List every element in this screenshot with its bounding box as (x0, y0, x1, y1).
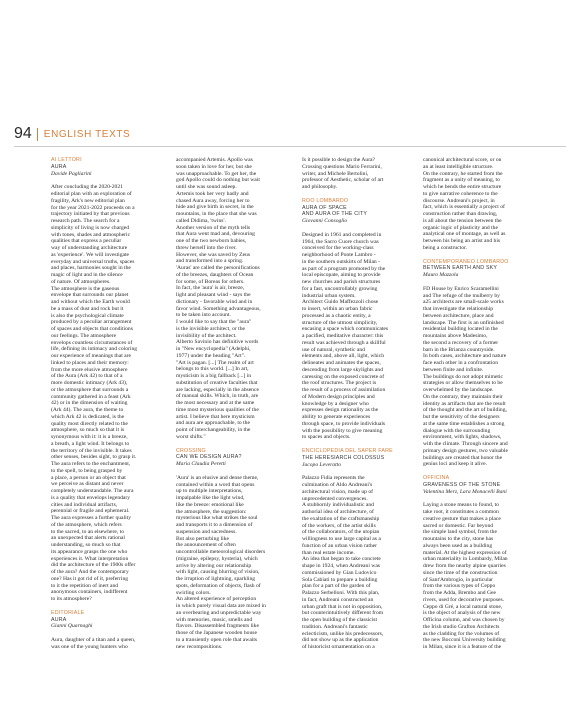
article-author: Jacopo Leveratto (302, 461, 341, 468)
page-header (14, 123, 130, 145)
article-contemporaneo (423, 259, 540, 469)
article-kicker: OFFICINA (423, 475, 450, 481)
article-kicker: AI LETTORI (51, 157, 82, 163)
article-enciclopedia (302, 448, 419, 651)
article-body: 'Aura' is an elusive and dense theme, contained within a word that opens up to multiple interpretations, impalpable like the light wind, like the breeze: emotional like the atmosphere, the suggestion: mysterious like what strikes the soul and transports it to a dimension of suspension and sacredness. But also perturbing like the announcement of often uncontrollable meteorological disorders (migraine, epilepsy, hysteria), which arrive by altering our relationship with light, causing blurring of vision, the irruption of lightning, sparkling spots, deformation of objects, flash of swirling colors. An altered experience of perception in which purely visual data are mixed in an overbearing and unpredictable way with memories, music, smells and flavors. Disassembled fragments like those of the Japanese wooden house to a transiently open role that awaits new recompositions. (176, 474, 266, 650)
article-body: Is it possible to design the Aura? Crossing questions Mario Ferrarini, writer, and Michele Bertolini, professor of Aesthetic, scholar of art and philosophy. (302, 157, 384, 190)
article-officina (423, 475, 540, 651)
article-kicker: CONTEMPORANEO LOMBARDO (423, 258, 509, 265)
article-kicker: CROSSING (176, 447, 206, 454)
text-column-4 (423, 157, 540, 651)
article-continued (302, 157, 419, 191)
header-rule (14, 146, 566, 147)
text-column-2 (176, 157, 293, 650)
article-body: canonical architectural score, or on an at least intelligible structure. On the contrary, he started from the fragment as a unity of meaning, to which he bends the entire structure to give narrative coherence to the discourse. Andreani's project, in fact, which is essentially a project of construction rather than drawing, is all about the tension between the organic logic of plasticity and the analytical one of montage, as well as between his being an artist and his being a constructor. (423, 157, 506, 251)
article-author: Giovanni Consoglio (302, 218, 348, 224)
article-heading: GRAVENESS OF THE STONE (423, 481, 501, 488)
article-kicker: ENCICLOPEDIA DEL SAPER FARE (302, 448, 393, 454)
article-heading: AURA OF SPACE AND AURA OF THE CITY (302, 204, 368, 218)
article-continued (176, 157, 293, 441)
article-heading: BETWEEN EARTH AND SKY (423, 265, 498, 272)
article-heading: AURA (51, 616, 67, 623)
text-column-1 (51, 157, 168, 651)
article-roo-lombardo (302, 198, 419, 441)
article-ai-lettori (51, 157, 168, 603)
article-body: Designed in 1961 and completed in 1964, the Sacro Cuore church was conceived for the working-class neighborhood of Ponte Lambro - in the southern outskirts of Milan - as part of a program promoted by the local episcopate, aiming to provide new churches and parish structures for a fast, uncontrollably growing industrial urban system. Architect Guido Maffezzoli chose to insert, within an urban fabric processed as a chaotic entity, a structure of the utmost simplicity, encasing a space which communicates a pacified, meditative character: this result was achieved through a skillful use of natural, synthetic and elements and, above all, light, which delineates and animates the spaces, descending from large skylights and caressing on the exposed concrete of the roof structures. The project is the result of a process of assimilation of Modern design principles and knowledge by a designer who expresses design rationality as the ability to generate experiences through space, to provide individuals with the possibility to give meaning to spaces and objects. (302, 231, 389, 441)
article-author: Mauro Mazzola (423, 272, 459, 278)
article-kicker: ROO LOMBARDO (302, 197, 349, 204)
article-heading: THE HERESIARCH COLOSSUS (302, 454, 385, 461)
article-author: Davide Pagliarini (51, 170, 92, 177)
article-body: Laying a stone means to found, to take root, it constitutes a common creative gesture that makes a place sacred or domestic. Far beyond the simple land symbol, from the mountains to the city, stone has always been used as a building material. At the highest expression of urban materiality in Lombardy, Milan drew from the nearby alpine quarries since the time of the construction of Sant'Ambrogio, in particular from the various types of Ceppo from the Adda, Brembo and Gee rivers, used for decorative purposes. Ceppo di Gré, a local natural stone, is the object of analysis of the new Officina column, and was chosen by the Irish studio Grafton Architects as the cladding for the volumes of the new Bocconi University building in Milan, since it is a feature of the (423, 502, 508, 650)
article-continued (423, 157, 540, 252)
header-separator (37, 128, 38, 141)
article-crossing (176, 448, 293, 651)
article-heading: AURA (51, 163, 67, 170)
page-number: 94 (14, 125, 32, 142)
section-title: ENGLISH TEXTS (43, 128, 131, 140)
article-heading: CAN WE DESIGN AURA? (176, 454, 242, 461)
article-editoriale (51, 610, 168, 651)
article-body: FD House by Enrico Scaramellini and The refuge of the mulberry by a25 architects are small-scale works that investigate the relationship between architecture, place and landscape. The first is an unfinished residential building located in the mountains above Madesimo, the second a recovery of a former barn in the Brianza countryside. In both cases, architecture and nature face each other in a confrontation between finite and infinite. The buildings do not adopt mimetic strategies or allow themselves to be overwhelmed by the landscape. On the contrary, they maintain their identity as artifacts that are the result of the thought and the art of building, but the sensitivity of the designers at the same time establishes a strong dialogue with the surrounding environment, with lights, shadows, with the climate. Through sincere and primary design gestures, two valuable buildings are created that honor the genius loci and keep it alive. (423, 285, 508, 468)
article-author: Maria Claudia Peretti (176, 461, 226, 467)
article-body: Palazzo Fidia represents the culmination of Aldo Andreani's architectural vision, made up of unprecedented convergences. A stubbornly individualistic and authorial idea of architecture, of the exaltation of the craftsmanship of the workers, of the artist skills of the collaborators, of the utopian willingness to use large capital as a function of an urban vision rather than real estate income. An idea that began to take concrete shape in 1924, when Andreani was commissioned by Gian Ludovico Sola Cabiati to prepare a building plan for a part of the garden of Palazzo Serbelloni. With this plan, in fact, Andreani constructed an urban graft that is not in opposition, but counterintuitively different from the open building of the classicist tradition. Andreani's fantastic eclecticism, unlike his predecessors, did not show up as the application of historicist ornamentation on a (302, 475, 384, 650)
article-body: Aura, daughter of a titan and a queen, was one of the young hunters who (51, 637, 136, 650)
article-author: Valentina Merz, Lara Monacelli Bani (423, 488, 507, 495)
article-author: Gianni Quarnaghi (51, 623, 93, 630)
article-kicker: EDITORIALE (51, 609, 85, 616)
article-body: accompanied Artemis. Apollo was soon taken in love for her, but she was unapproachable. To get her, the god Apollo could do nothing but wait until she was sound asleep. Artemis took her very badly and chased Aura away, forcing her to hide and give birth in secret, in the mountains, in the place that she was called Didima, 'twins'. Another version of the myth tells that Aura went mad and, devouring one of the two newborn babies, threw herself into the river. However, she was saved by Zeus and transformed into a spring. 'Auras' are called the personifications of the breezes, daughters of Ocean for some, of Boreas for others. In fact, the 'aura' is air, breeze, light and pleasant wind - says the dictionary - favorable wind and in favor wind. Something advantageous, to be taken into account. I would like to say that the "aura" is the invisible architect, or the invisibility of the architect. Alberto Savinio has definitive words in "New encyclopedia" (Adelphi, 1977) under the heading "Art". "Art is pagan. [...] The realm of art belongs to this world. [...] In art, mysticism is a big fallback [...] in substitution of creative faculties that are lacking, especially in the absence of manual skills. Which, in truth, are the most necessary and at the same time most mysterious qualities of the artist. I believe that here mysticism and aura are approachable, to the point of interchangeability, in the worst shifts." (176, 157, 261, 440)
article-body: After concluding the 2020-2021 editorial plan with an exploration of fragility, Ark's new editorial plan for the year 2021-2022 proceeds on a trajectory initiated by that previous research path. The search for a simplicity of living is now charged with tones, shades and atmospheric qualities that express a peculiar way of understanding architecture as 'experience'. We will investigate everyday and universal truths, spaces and places, harmonies sought in the magic of light and in the silence of nature. Of atmospheres. The atmosphere is the gaseous envelope that surrounds our planet and without which the Earth would be a mass of dust and rock but it is also the psychological climate produced by a peculiar arrangement of spaces and objects that conditions our feelings. The atmosphere envelops countless circumstances of life, defining its intimacy and coloring our experience of meanings that are linked to places and their memory: from the more elusive atmosphere of the Aura (Ark 42) to that of a more domestic intimacy (Ark 43), or the atmosphere that surrounds a community gathered in a feast (Ark 42) or in the dimension of waiting (Ark 44). The aura, the theme to which Ark 42 is dedicated, is the quality most directly related to the atmosphere, so much so that it is synonymous with it: it is a breeze, a breath, a light wind. It belongs to the territory of the invisible. It takes other senses, besides sight, to grasp it. The aura refers to the enchantment, to the spell, to being grasped by a place, a person or an object that we perceive as distant and never completely understandable. The aura is a quality that envelops legendary cities and individual artifacts, perennial or fragile and ephemeral. The aura expresses a further quality of the atmosphere, which refers to the sacred, to an elsewhere, to an unexpected that alerts rational understanding, so much so that its appearance grasps the one who experiences it. What interpretation did the architecture of the 1900s offer of the aura? And the contemporary one? Has it got rid of it, preferring to it the repetition of inert and anonymous containers, indifferent to its atmosphere? (51, 184, 138, 602)
text-column-3 (302, 157, 419, 651)
